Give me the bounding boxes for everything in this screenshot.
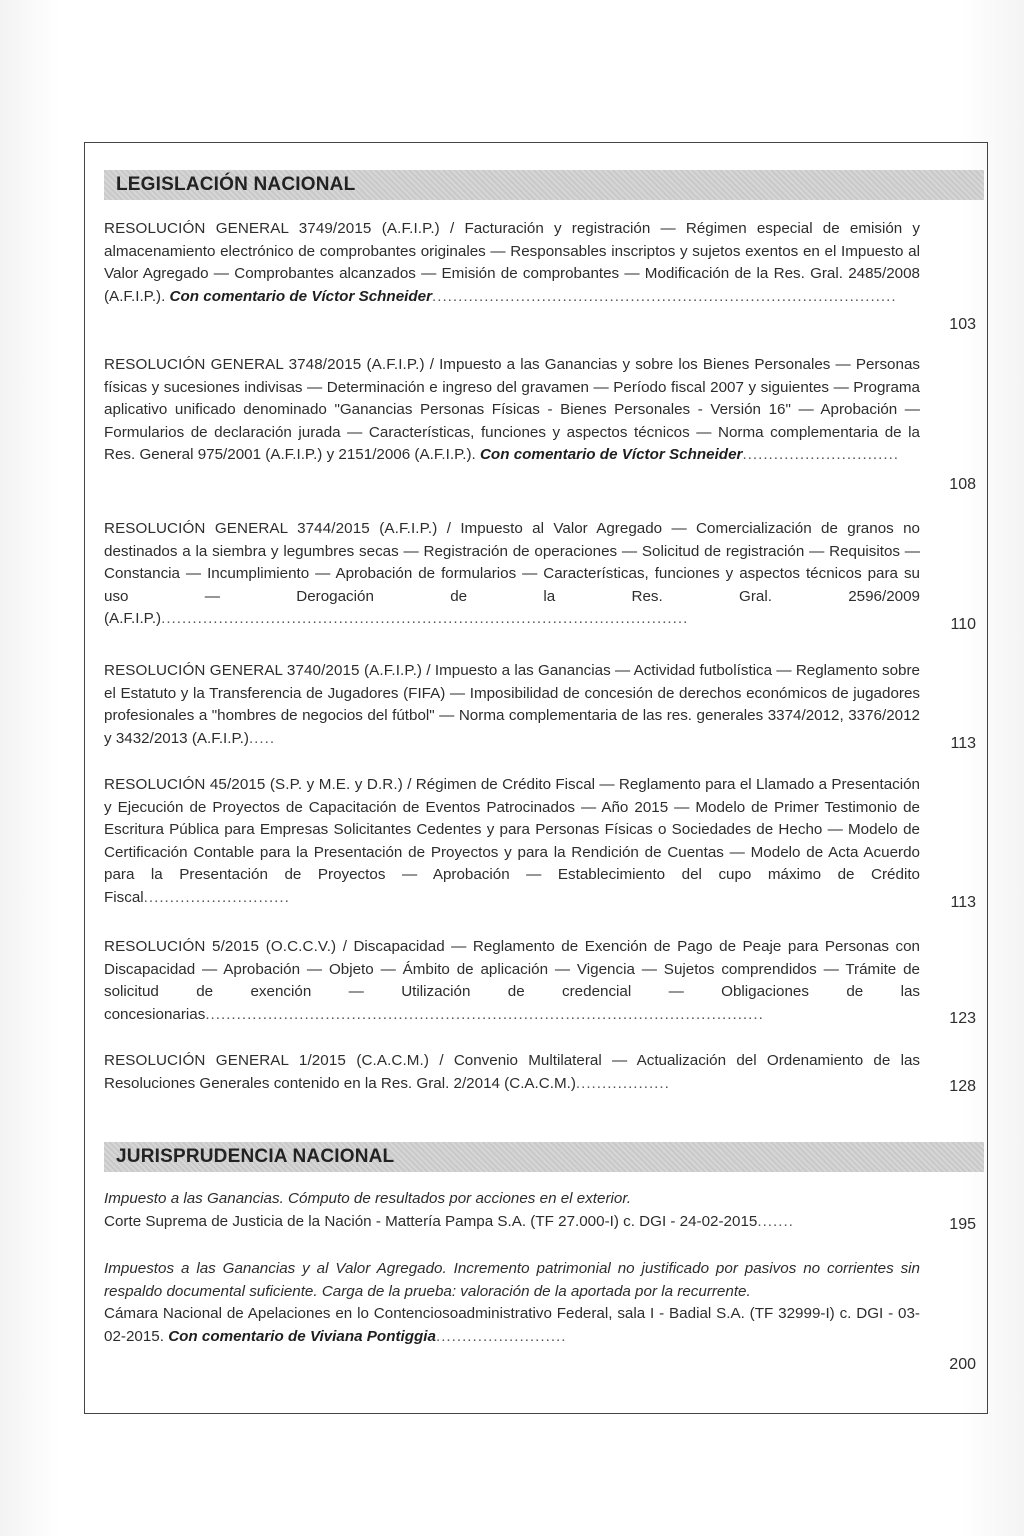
- entry-description: / Discapacidad — Reglamento de Exención de Pago de Peaje para Personas con Discapacidad — Aprobación — Objeto — Ámbito de aplicación — Vigencia — Sujetos comprendidos — Trámite de solicitud de exención — Utilización de credencial — Obligaciones de las concesionarias: [104, 938, 920, 1023]
- entry-page-number: 110: [950, 616, 976, 633]
- entry-comment: Con comentario de Víctor Schneider: [479, 446, 743, 464]
- toc-entry: RESOLUCIÓN GENERAL 3744/2015 (A.F.I.P.) / Impuesto al Valor Agregado — Comercialización de granos no destinados a la siembra y legumbres secas — Registración de operaciones — Solicitud de registración — Requisitos — Constancia — Incumplimiento — Aprobación de formularios — Características, funciones y aspectos técnicos para su uso — Derogación de la Res. Gral. 2596/2009 (A.F.I.P.).....................................................................................................: [104, 520, 921, 628]
- section-header-jurisprudencia: [104, 1142, 984, 1172]
- entry-heading: RESOLUCIÓN GENERAL 3740/2015 (A.F.I.P.): [104, 662, 423, 679]
- entry-description: / Impuesto al Valor Agregado — Comercialización de granos no destinados a la siembra y legumbres secas — Registración de operaciones — Solicitud de registración — Requisitos — Constancia — Incumplimiento — Aprobación de formularios — Características, funciones y aspectos técnicos para su uso — Derogación de la Res. Gral. 2596/2009 (A.F.I.P.): [104, 520, 921, 628]
- entry-page-number: 113: [950, 894, 976, 911]
- entry-heading: RESOLUCIÓN GENERAL 3744/2015 (A.F.I.P.): [104, 520, 438, 537]
- entry-description: Corte Suprema de Justicia de la Nación - Mattería Pampa S.A. (TF 27.000-I) c. DGI - 24-02-2015: [104, 1212, 758, 1230]
- entry-page-number: 113: [950, 735, 976, 752]
- entry-description: Cámara Nacional de Apelaciones en lo Contenciosoadministrativo Federal, sala I - Badial S.A. (TF 32999-I) c. DGI - 03-02-2015.: [104, 1305, 920, 1345]
- entry-description: / Impuesto a las Ganancias y sobre los Bienes Personales — Personas físicas y sucesiones indivisas — Determinación e ingreso del gravamen — Período fiscal 2007 y siguientes — Programa aplicativo unificado denominado "Ganancias Personas Físicas - Bienes Personales - Versión 16" — Aprobación — Formularios de declaración jurada — Características, funciones y aspectos técnicos — Norma complementaria de la Res. General 975/2001 (A.F.I.P.) y 2151/2006 (A.F.I.P.).: [104, 356, 920, 464]
- entry-page-number: 200: [949, 1356, 976, 1373]
- entry-page-number: 103: [949, 316, 976, 333]
- entry-page-number: 123: [949, 1010, 976, 1027]
- toc-entry: RESOLUCIÓN 5/2015 (O.C.C.V.) / Discapacidad — Reglamento de Exención de Pago de Peaje para Personas con Discapacidad — Aprobación — Objeto — Ámbito de aplicación — Vigencia — Sujetos comprendidos — Trámite de solicitud de exención — Utilización de credencial — Obligaciones de las concesionarias...........................................................................................................: [104, 938, 920, 1023]
- entry-topic: Impuesto a las Ganancias. Cómputo de resultados por acciones en el exterior.: [104, 1190, 632, 1207]
- toc-entry: RESOLUCIÓN GENERAL 1/2015 (C.A.C.M.) / Convenio Multilateral — Actualización del Ordenamiento de las Resoluciones Generales contenido en la Res. Gral. 2/2014 (C.A.C.M.)..................: [104, 1052, 920, 1092]
- entry-description: / Régimen de Crédito Fiscal — Reglamento para el Llamado a Presentación y Ejecución de Proyectos de Capacitación de Eventos Patrocinados — Año 2015 — Modelo de Primer Testimonio de Escritura Pública para Empresas Solicitantes Cedentes y para Personas Físicas o Sociedades de Hecho — Modelo de Certificación Contable para la Presentación de Proyectos y para la Rendición de Cuentas — Modelo de Acta Acuerdo para la Presentación de Proyectos — Aprobación — Establecimiento del cupo máximo de Crédito Fiscal: [104, 776, 920, 906]
- toc-entry: RESOLUCIÓN GENERAL 3740/2015 (A.F.I.P.) / Impuesto a las Ganancias — Actividad futbolística — Reglamento sobre el Estatuto y la Transferencia de Jugadores (FIFA) — Imposibilidad de concesión de derechos económicos de jugadores profesionales a "hombres de negocios del fútbol" — Norma complementaria de las res. generales 3374/2012, 3376/2012 y 3432/2013 (A.F.I.P.).....: [104, 662, 920, 747]
- entry-page-number: 128: [949, 1078, 976, 1095]
- entry-description: / Convenio Multilateral — Actualización del Ordenamiento de las Resoluciones Generales contenido en la Res. Gral. 2/2014 (C.A.C.M.): [104, 1052, 920, 1092]
- entry-heading: RESOLUCIÓN GENERAL 1/2015 (C.A.C.M.): [104, 1052, 430, 1069]
- entry-heading: RESOLUCIÓN GENERAL 3749/2015 (A.F.I.P.): [104, 220, 440, 237]
- entry-page-number: 195: [949, 1216, 976, 1233]
- toc-entry: RESOLUCIÓN GENERAL 3749/2015 (A.F.I.P.) / Facturación y registración — Régimen especial de emisión y almacenamiento electrónico de comprobantes originales — Responsables inscriptos y sujetos exentos en el Impuesto al Valor Agregado — Comprobantes alcanzados — Emisión de comprobantes — Modificación de la Res. Gral. 2485/2008 (A.F.I.P.). Con comentario de Víctor Schneider.........................................................................................: [104, 220, 920, 305]
- entry-topic: Impuestos a las Ganancias y al Valor Agregado. Incremento patrimonial no justificado por pasivos no corrientes sin respaldo documental suficiente. Carga de la prueba: valoración de la aportada por la recurrente.: [104, 1260, 920, 1300]
- section-title: JURISPRUDENCIA NACIONAL: [116, 1146, 395, 1167]
- entry-page-number: 108: [949, 476, 976, 493]
- entry-comment: Con comentario de Víctor Schneider: [169, 287, 433, 305]
- toc-entry: RESOLUCIÓN 45/2015 (S.P. y M.E. y D.R.) / Régimen de Crédito Fiscal — Reglamento para el Llamado a Presentación y Ejecución de Proyectos de Capacitación de Eventos Patrocinados — Año 2015 — Modelo de Primer Testimonio de Escritura Pública para Empresas Solicitantes Cedentes y para Personas Físicas o Sociedades de Hecho — Modelo de Certificación Contable para la Presentación de Proyectos y para la Rendición de Cuentas — Modelo de Acta Acuerdo para la Presentación de Proyectos — Aprobación — Establecimiento del cupo máximo de Crédito Fiscal............................: [104, 776, 920, 906]
- toc-entry: RESOLUCIÓN GENERAL 3748/2015 (A.F.I.P.) / Impuesto a las Ganancias y sobre los Bienes Personales — Personas físicas y sucesiones indivisas — Determinación e ingreso del gravamen — Período fiscal 2007 y siguientes — Programa aplicativo unificado denominado "Ganancias Personas Físicas - Bienes Personales - Versión 16" — Aprobación — Formularios de declaración jurada — Características, funciones y aspectos técnicos — Norma complementaria de la Res. General 975/2001 (A.F.I.P.) y 2151/2006 (A.F.I.P.). Con comentario de Víctor Schneider..............................: [104, 356, 920, 464]
- entry-heading: RESOLUCIÓN GENERAL 3748/2015 (A.F.I.P.): [104, 356, 425, 373]
- entry-comment: Con comentario de Viviana Pontiggia: [168, 1327, 436, 1345]
- toc-entry: Impuestos a las Ganancias y al Valor Agregado. Incremento patrimonial no justificado por pasivos no corrientes sin respaldo documental suficiente. Carga de la prueba: valoración de la aportada por la recurrente. Cámara Nacional de Apelaciones en lo Contenciosoadministrativo Federal, sala I - Badial S.A. (TF 32999-I) c. DGI - 03-02-2015. Con comentario de Viviana Pontiggia.........................: [104, 1260, 920, 1345]
- entry-heading: RESOLUCIÓN 45/2015 (S.P. y M.E. y D.R.): [104, 776, 403, 793]
- entry-description: / Facturación y registración — Régimen especial de emisión y almacenamiento electrónico de comprobantes originales — Responsables inscriptos y sujetos exentos en el Impuesto al Valor Agregado — Comprobantes alcanzados — Emisión de comprobantes — Modificación de la Res. Gral. 2485/2008 (A.F.I.P.).: [104, 220, 920, 305]
- section-title: LEGISLACIÓN NACIONAL: [116, 174, 356, 195]
- toc-entry: Impuesto a las Ganancias. Cómputo de resultados por acciones en el exterior. Corte Suprema de Justicia de la Nación - Mattería Pampa S.A. (TF 27.000-I) c. DGI - 24-02-2015.......: [104, 1188, 920, 1233]
- entry-heading: RESOLUCIÓN 5/2015 (O.C.C.V.): [104, 938, 337, 955]
- entry-description: / Impuesto a las Ganancias — Actividad futbolística — Reglamento sobre el Estatuto y la Transferencia de Jugadores (FIFA) — Imposibilidad de concesión de derechos económicos de jugadores profesionales a "hombres de negocios del fútbol" — Norma complementaria de las res. generales 3374/2012, 3376/2012 y 3432/2013 (A.F.I.P.): [104, 662, 920, 747]
- section-header-legislacion: [104, 170, 984, 200]
